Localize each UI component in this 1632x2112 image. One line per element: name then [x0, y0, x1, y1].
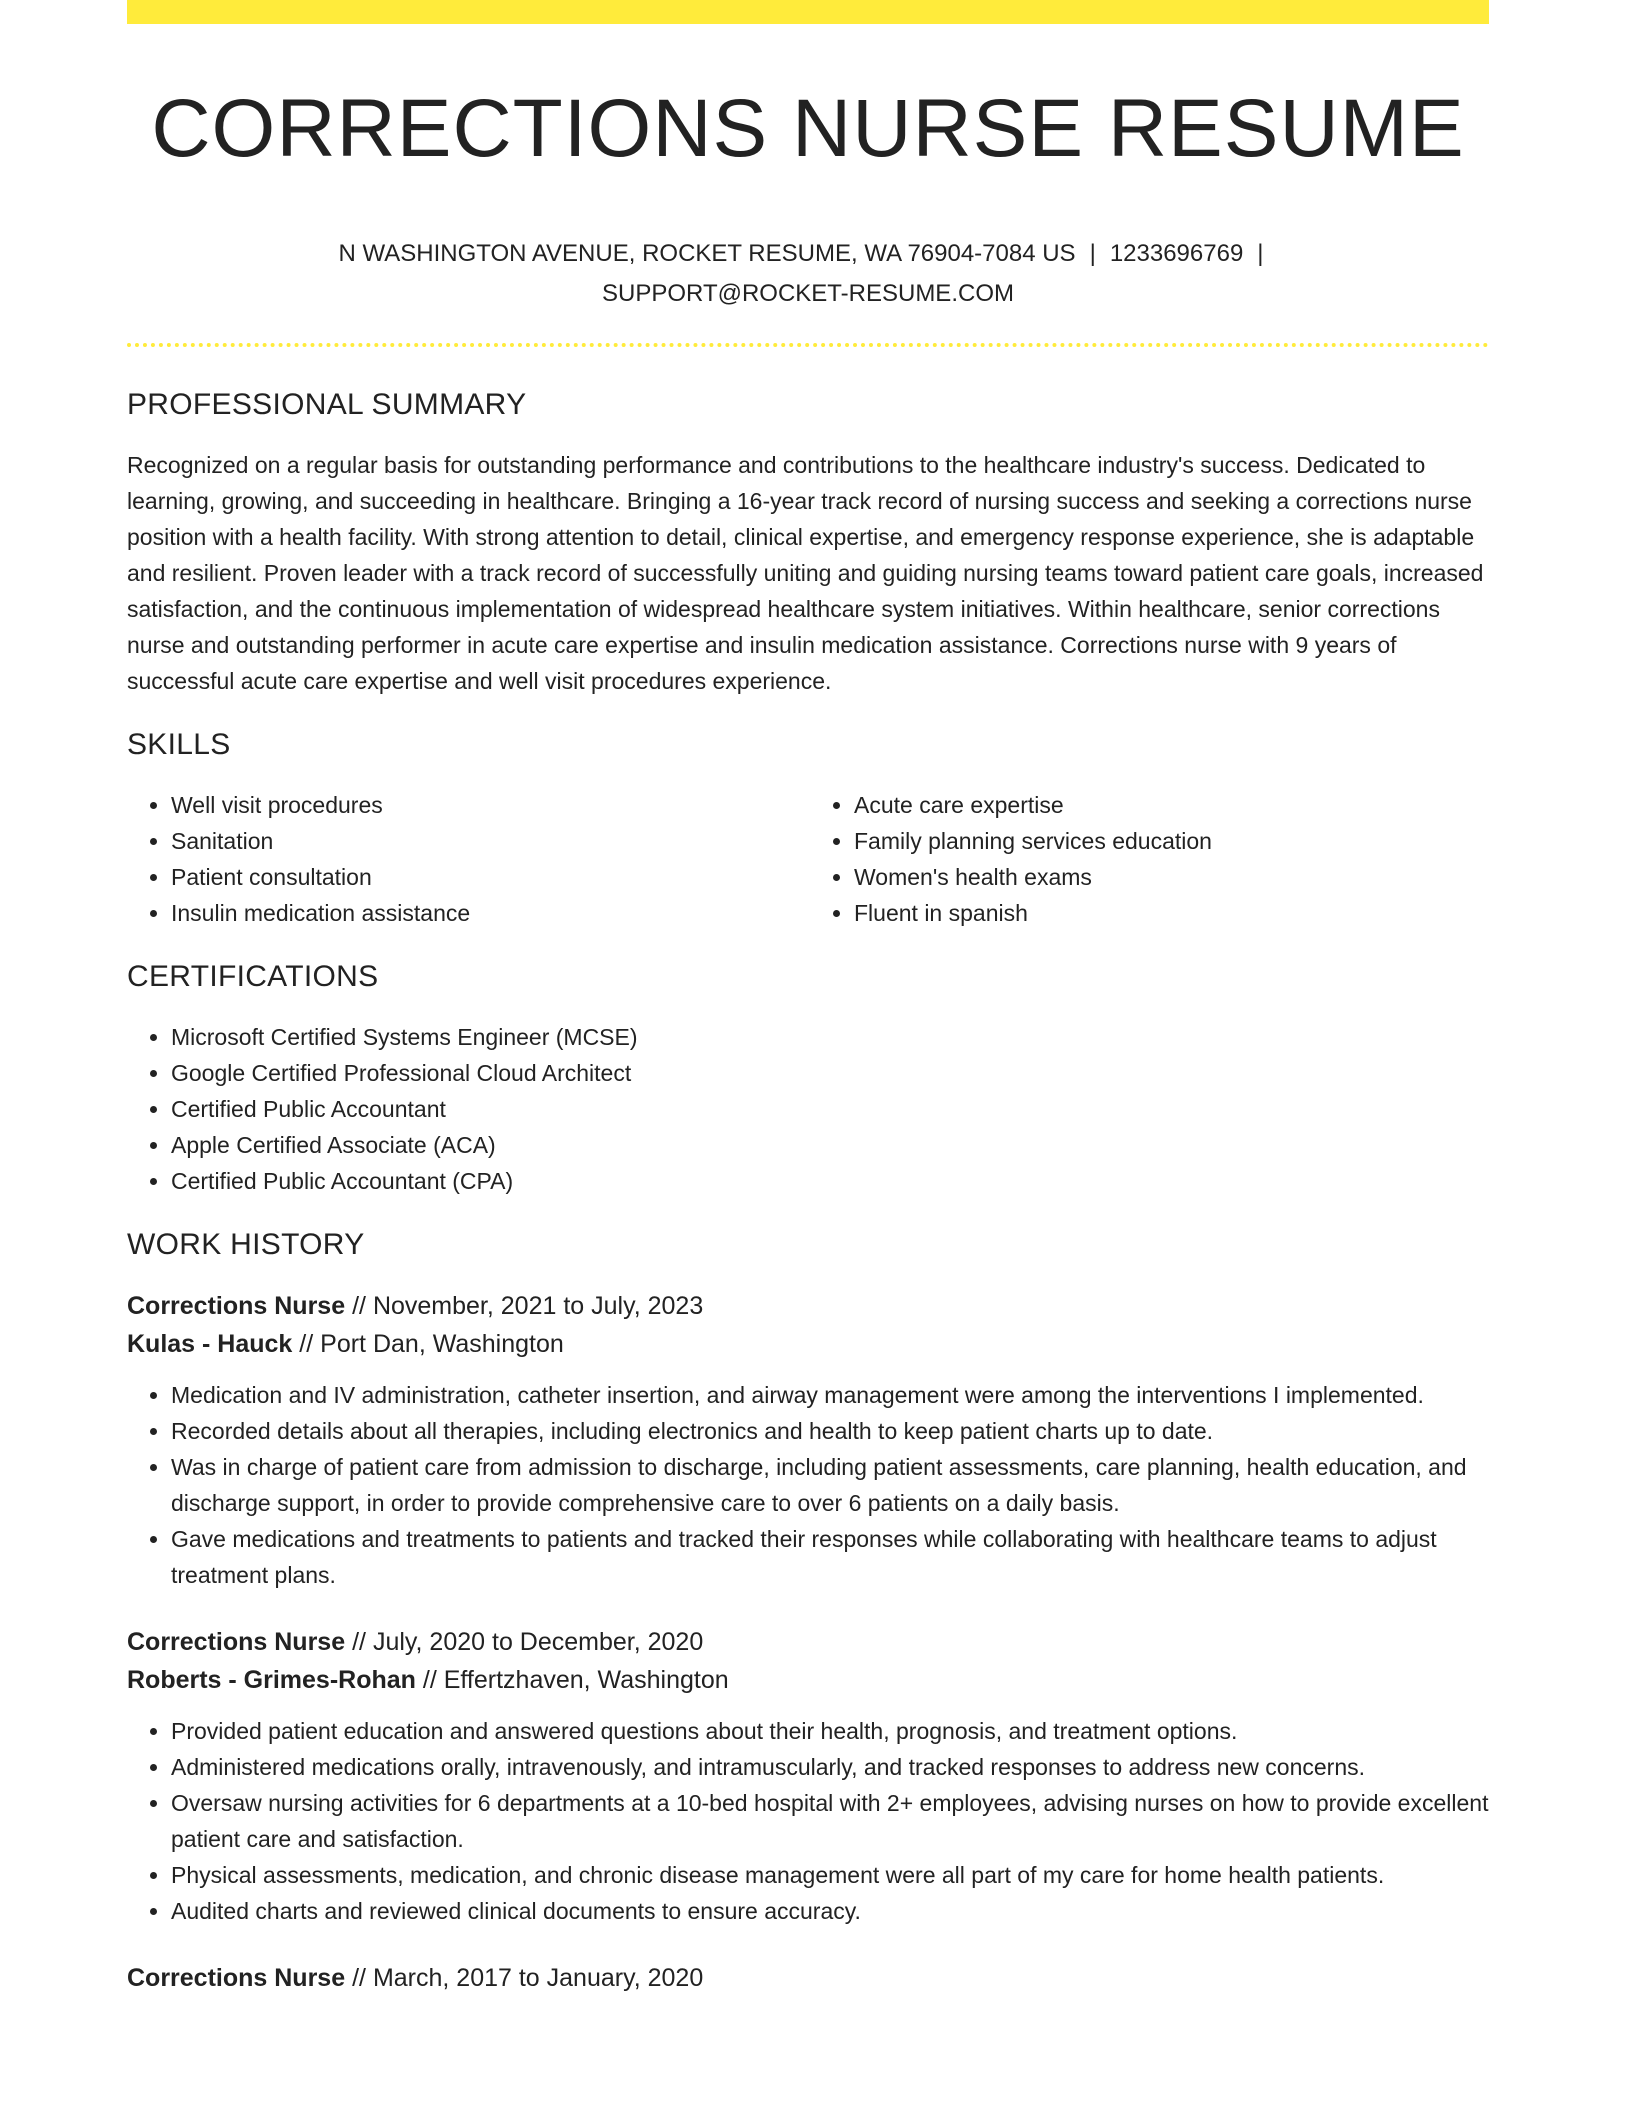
job-company: Roberts - Grimes-Rohan — [127, 1666, 416, 1694]
job-entry — [127, 1287, 1489, 1593]
skill-item: • Sanitation — [171, 823, 806, 859]
certification-item: • Google Certified Professional Cloud Architect — [171, 1055, 1489, 1091]
skill-item: • Well visit procedures — [171, 787, 806, 823]
job-separator: // — [299, 1330, 314, 1358]
work-history-section — [127, 1225, 1489, 1997]
skills-grid — [127, 787, 1489, 931]
accent-top-bar — [127, 0, 1489, 24]
resume-title: CORRECTIONS NURSE RESUME — [151, 83, 1465, 174]
contact-phone: 1233696769 — [1109, 240, 1244, 267]
job-bullet: • Audited charts and reviewed clinical documents to ensure accuracy. — [171, 1893, 1489, 1929]
job-role: Corrections Nurse — [127, 1964, 346, 1992]
skill-item: • Women's health exams — [854, 859, 1489, 895]
job-entry — [127, 1959, 1489, 1997]
job-bullet: • Provided patient education and answered questions about their health, prognosis, and treatment options. — [171, 1713, 1489, 1749]
section-heading: PROFESSIONAL SUMMARY — [127, 388, 527, 421]
skills-list-right — [806, 787, 1489, 931]
job-dates: March, 2017 to January, 2020 — [372, 1964, 704, 1992]
job-separator: // — [422, 1666, 437, 1694]
certification-item: • Certified Public Accountant (CPA) — [171, 1163, 1489, 1199]
job-separator: // — [352, 1292, 366, 1320]
job-location: Effertzhaven, Washington — [443, 1666, 729, 1694]
job-bullets — [127, 1377, 1489, 1593]
dotted-divider — [127, 343, 1489, 347]
job-company-line — [127, 1325, 1489, 1363]
certifications-list — [127, 1019, 1489, 1199]
summary-text: Recognized on a regular basis for outstanding performance and contributions to the healthcare industry's success. Dedicated to learning, growing, and succeeding in healthcare. Bringing a 16-year track record of nursing success and seeking a corrections nurse position with a health facility. With strong attention to detail, clinical expertise, and emergency response experience, she is adaptable and resilient. Proven leader with a track record of successfully uniting and guiding nursing teams toward patient care goals, increased satisfaction, and the continuous implementation of widespread healthcare system initiatives. Within healthcare, senior corrections nurse and outstanding performer in acute care expertise and insulin medication assistance. Corrections nurse with 9 years of successful acute care expertise and well visit procedures experience. — [127, 452, 1484, 694]
job-bullet: • Recorded details about all therapies, including electronics and health to keep patient charts up to date. — [171, 1413, 1489, 1449]
job-bullet: • Physical assessments, medication, and chronic disease management were all part of my care for home health patients. — [171, 1857, 1489, 1893]
skills-list-left — [127, 787, 806, 931]
job-bullet: • Was in charge of patient care from admission to discharge, including patient assessments, care planning, health education, and discharge support, in order to provide comprehensive care to over 6 patients on a daily basis. — [171, 1449, 1489, 1521]
skill-item: • Patient consultation — [171, 859, 806, 895]
job-company-line — [127, 1661, 1489, 1699]
job-separator: // — [352, 1628, 366, 1656]
certification-item: • Apple Certified Associate (ACA) — [171, 1127, 1489, 1163]
job-role: Corrections Nurse — [127, 1292, 346, 1320]
job-location: Port Dan, Washington — [320, 1330, 564, 1358]
job-dates: November, 2021 to July, 2023 — [372, 1292, 704, 1320]
contact-separator: | — [1089, 240, 1096, 267]
job-role-line — [127, 1959, 1489, 1997]
skills-section — [127, 725, 1489, 931]
contact-separator: | — [1257, 240, 1264, 267]
resume-body — [127, 385, 1489, 2027]
job-entry — [127, 1623, 1489, 1929]
skill-item: • Family planning services education — [854, 823, 1489, 859]
contact-address: N WASHINGTON AVENUE, ROCKET RESUME, WA 76904-7084 US — [338, 240, 1076, 267]
contact-email: SUPPORT@ROCKET-RESUME.COM — [602, 280, 1014, 307]
job-bullet: • Gave medications and treatments to patients and tracked their responses while collaborating with healthcare teams to adjust treatment plans. — [171, 1521, 1489, 1593]
job-bullet: • Medication and IV administration, catheter insertion, and airway management were among the interventions I implemented. — [171, 1377, 1489, 1413]
contact-info — [127, 234, 1489, 314]
job-role: Corrections Nurse — [127, 1628, 346, 1656]
skill-item: • Fluent in spanish — [854, 895, 1489, 931]
section-heading: CERTIFICATIONS — [127, 960, 379, 993]
job-company: Kulas - Hauck — [127, 1330, 293, 1358]
skill-item: • Acute care expertise — [854, 787, 1489, 823]
job-bullets — [127, 1713, 1489, 1929]
certification-item: • Microsoft Certified Systems Engineer (MCSE) — [171, 1019, 1489, 1055]
job-bullet: • Oversaw nursing activities for 6 departments at a 10-bed hospital with 2+ employees, advising nurses on how to provide excellent patient care and satisfaction. — [171, 1785, 1489, 1857]
certification-item: • Certified Public Accountant — [171, 1091, 1489, 1127]
job-role-line — [127, 1287, 1489, 1325]
professional-summary-section — [127, 385, 1489, 699]
job-role-line — [127, 1623, 1489, 1661]
section-heading: SKILLS — [127, 728, 231, 761]
certifications-section — [127, 957, 1489, 1199]
skill-item: • Insulin medication assistance — [171, 895, 806, 931]
job-bullet: • Administered medications orally, intravenously, and intramuscularly, and tracked responses to address new concerns. — [171, 1749, 1489, 1785]
section-heading: WORK HISTORY — [127, 1228, 365, 1261]
job-separator: // — [352, 1964, 366, 1992]
job-dates: July, 2020 to December, 2020 — [372, 1628, 704, 1656]
